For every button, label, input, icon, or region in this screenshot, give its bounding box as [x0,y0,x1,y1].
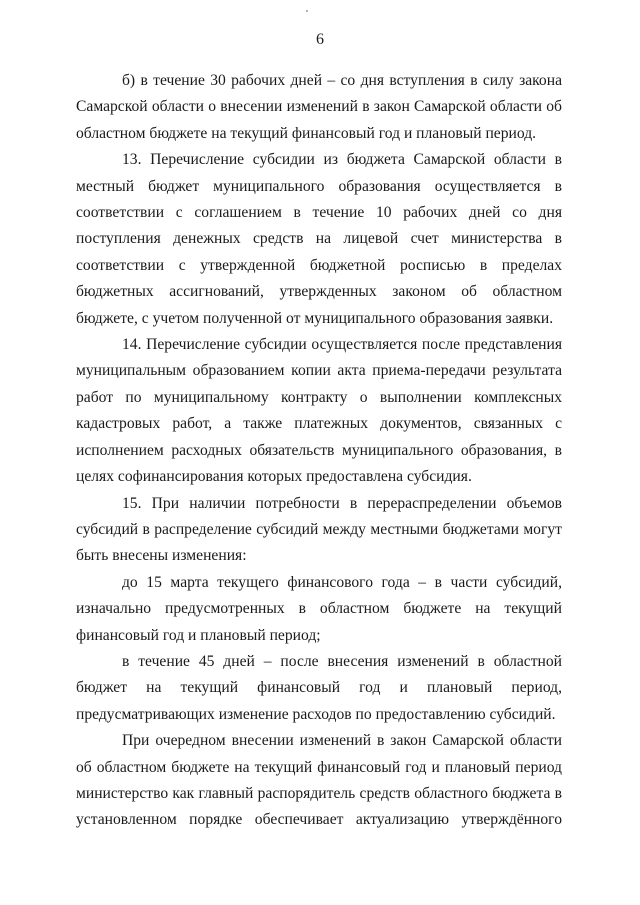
scan-artifact [306,10,308,12]
document-body [76,68,562,834]
paragraph-next-amendment: При очередном внесении изменений в закон Самарской области об областном бюджете на текущий финансовый год и плановый период министерство как главный распорядитель средств областного бюджета в установленном порядке обеспечивает актуализацию утверждённого [76,732,562,829]
paragraph-14-transfer-conditions: 14. Перечисление субсидии осуществляется после представления муниципальным образованием копии акта приема-передачи результата работ по муниципальному контракту о выполнении комплексных кадастровых работ, а также платежных документов, связанных с исполнением расходных обязательств муниципального образования, в целях софинансирования которых предоставлена субсидия. [76,336,562,486]
paragraph-deadline-30-days: б) в течение 30 рабочих дней – со дня вступления в силу закона Самарской области о внесении изменений в закон Самарской области об областном бюджете на текущий финансовый год и плановый период. [76,72,562,142]
paragraph-within-45-days: в течение 45 дней – после внесения изменений в областной бюджет на текущий финансовый год и плановый период, предусматривающих изменение расходов по предоставлению субсидий. [76,652,562,723]
paragraph-13-subsidy-transfer: 13. Перечисление субсидии из бюджета Самарской области в местный бюджет муниципального образования осуществляется в соответствии с соглашением в течение 10 рабочих дней со дня поступления денежных средств на лицевой счет министерства в соответствии с утвержденной бюджетной росписью в пределах бюджетных ассигнований, утвержденных законом об областном бюджете, с учетом полученной от муниципального образования заявки. [76,151,562,327]
paragraph-until-march-15: до 15 марта текущего финансового года – в части субсидий, изначально предусмотренных в областном бюджете на текущий финансовый год и плановый период; [76,573,562,644]
page-number: 6 [316,31,324,48]
paragraph-15-redistribution: 15. При наличии потребности в перераспределении объемов субсидий в распределение субсидий между местными бюджетами могут быть внесены изменения: [76,494,562,565]
